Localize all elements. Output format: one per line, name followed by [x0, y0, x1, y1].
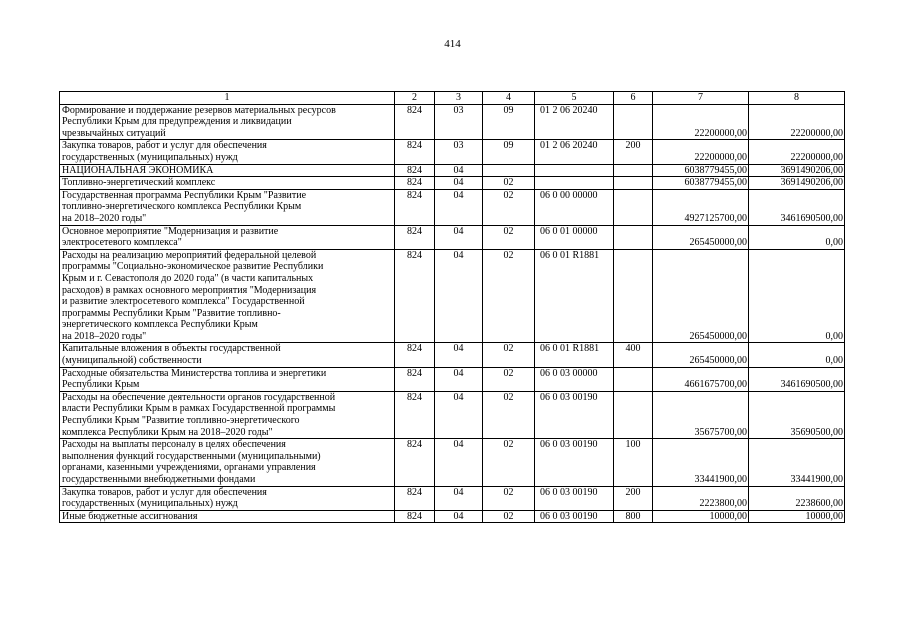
amount-year2-cell: 3461690500,00 — [749, 367, 845, 391]
row-name-cell: Закупка товаров, работ и услуг для обеспечения государственных (муниципальных) нужд — [60, 486, 395, 510]
table-row — [60, 249, 845, 343]
amount-year1-cell: 4927125700,00 — [653, 189, 749, 225]
expense-type-cell — [614, 367, 653, 391]
header-cell: 7 — [653, 92, 749, 105]
subsection-code-cell: 09 — [483, 104, 535, 140]
row-name-cell: Расходы на выплаты персоналу в целях обеспечения выполнения функций государственными (муниципальными) органами, казенными учреждениями, органами управления государственными внебюджетными фондами — [60, 439, 395, 486]
amount-year1-cell: 22200000,00 — [653, 104, 749, 140]
table-header-row — [60, 92, 845, 105]
amount-year1-cell: 10000,00 — [653, 510, 749, 523]
target-article-cell — [535, 177, 614, 190]
table-row — [60, 177, 845, 190]
expense-type-cell: 200 — [614, 140, 653, 164]
grbs-code-cell: 824 — [395, 510, 435, 523]
expense-type-cell — [614, 249, 653, 343]
row-name-cell: Капитальные вложения в объекты государственной (муниципальной) собственности — [60, 343, 395, 367]
section-code-cell: 04 — [435, 367, 483, 391]
amount-year1-cell: 6038779455,00 — [653, 177, 749, 190]
page-number: 414 — [444, 38, 461, 50]
section-code-cell: 04 — [435, 510, 483, 523]
section-code-cell: 03 — [435, 140, 483, 164]
amount-year2-cell: 0,00 — [749, 225, 845, 249]
section-code-cell: 04 — [435, 249, 483, 343]
row-name-cell: Основное мероприятие "Модернизация и развитие электросетевого комплекса" — [60, 225, 395, 249]
grbs-code-cell: 824 — [395, 343, 435, 367]
section-code-cell: 04 — [435, 164, 483, 177]
expense-type-cell — [614, 104, 653, 140]
amount-year2-cell: 3691490206,00 — [749, 177, 845, 190]
amount-year2-cell: 10000,00 — [749, 510, 845, 523]
expense-type-cell: 800 — [614, 510, 653, 523]
row-name-cell: Расходные обязательства Министерства топлива и энергетики Республики Крым — [60, 367, 395, 391]
subsection-code-cell: 02 — [483, 391, 535, 438]
amount-year1-cell: 2223800,00 — [653, 486, 749, 510]
subsection-code-cell: 02 — [483, 249, 535, 343]
expense-type-cell — [614, 189, 653, 225]
grbs-code-cell: 824 — [395, 486, 435, 510]
amount-year1-cell: 22200000,00 — [653, 140, 749, 164]
amount-year2-cell: 0,00 — [749, 343, 845, 367]
amount-year2-cell: 33441900,00 — [749, 439, 845, 486]
row-name-cell: Закупка товаров, работ и услуг для обеспечения государственных (муниципальных) нужд — [60, 140, 395, 164]
subsection-code-cell: 02 — [483, 439, 535, 486]
header-cell: 8 — [749, 92, 845, 105]
header-cell: 3 — [435, 92, 483, 105]
table-row — [60, 391, 845, 438]
grbs-code-cell: 824 — [395, 391, 435, 438]
amount-year1-cell: 33441900,00 — [653, 439, 749, 486]
header-cell: 1 — [60, 92, 395, 105]
table-row — [60, 189, 845, 225]
amount-year2-cell: 35690500,00 — [749, 391, 845, 438]
grbs-code-cell: 824 — [395, 140, 435, 164]
expense-type-cell: 200 — [614, 486, 653, 510]
table-row — [60, 225, 845, 249]
amount-year1-cell: 4661675700,00 — [653, 367, 749, 391]
subsection-code-cell: 02 — [483, 367, 535, 391]
target-article-cell: 06 0 03 00190 — [535, 486, 614, 510]
expense-type-cell: 400 — [614, 343, 653, 367]
section-code-cell: 04 — [435, 177, 483, 190]
subsection-code-cell: 02 — [483, 510, 535, 523]
subsection-code-cell: 02 — [483, 177, 535, 190]
header-cell: 6 — [614, 92, 653, 105]
grbs-code-cell: 824 — [395, 367, 435, 391]
row-name-cell: Иные бюджетные ассигнования — [60, 510, 395, 523]
table-row — [60, 486, 845, 510]
subsection-code-cell: 09 — [483, 140, 535, 164]
table-row — [60, 140, 845, 164]
header-cell: 2 — [395, 92, 435, 105]
row-name-cell: Формирование и поддержание резервов материальных ресурсов Республики Крым для предупреждения и ликвидации чрезвычайных ситуаций — [60, 104, 395, 140]
row-name-cell: Расходы на реализацию мероприятий федеральной целевой программы "Социально-экономическое развитие Республики Крым и г. Севастополя до 2020 года" (в части капитальных расходов) в рамках основного мероприятия "Модернизация и развитие электросетевого комплекса" Государственной программы Республики Крым "Развитие топливно- энергетического комплекса Республики Крым на 2018–2020 годы" — [60, 249, 395, 343]
target-article-cell: 06 0 00 00000 — [535, 189, 614, 225]
row-name-cell: Топливно-энергетический комплекс — [60, 177, 395, 190]
section-code-cell: 04 — [435, 225, 483, 249]
expense-type-cell — [614, 225, 653, 249]
amount-year1-cell: 265450000,00 — [653, 343, 749, 367]
section-code-cell: 04 — [435, 391, 483, 438]
header-cell: 5 — [535, 92, 614, 105]
target-article-cell: 06 0 01 R1881 — [535, 343, 614, 367]
section-code-cell: 04 — [435, 486, 483, 510]
table-row — [60, 343, 845, 367]
target-article-cell: 06 0 01 R1881 — [535, 249, 614, 343]
subsection-code-cell: 02 — [483, 189, 535, 225]
target-article-cell: 06 0 03 00000 — [535, 367, 614, 391]
table-row — [60, 104, 845, 140]
target-article-cell: 06 0 01 00000 — [535, 225, 614, 249]
subsection-code-cell: 02 — [483, 343, 535, 367]
amount-year2-cell: 0,00 — [749, 249, 845, 343]
target-article-cell: 06 0 03 00190 — [535, 439, 614, 486]
expense-type-cell: 100 — [614, 439, 653, 486]
expense-type-cell — [614, 164, 653, 177]
amount-year2-cell: 22200000,00 — [749, 104, 845, 140]
amount-year2-cell: 2238600,00 — [749, 486, 845, 510]
row-name-cell: Государственная программа Республики Крым "Развитие топливно-энергетического комплекса Республики Крым на 2018–2020 годы" — [60, 189, 395, 225]
target-article-cell: 01 2 06 20240 — [535, 140, 614, 164]
grbs-code-cell: 824 — [395, 249, 435, 343]
expense-type-cell — [614, 391, 653, 438]
budget-table — [59, 91, 845, 523]
section-code-cell: 04 — [435, 189, 483, 225]
table-row — [60, 510, 845, 523]
table-row — [60, 164, 845, 177]
grbs-code-cell: 824 — [395, 177, 435, 190]
target-article-cell: 06 0 03 00190 — [535, 391, 614, 438]
subsection-code-cell — [483, 164, 535, 177]
grbs-code-cell: 824 — [395, 189, 435, 225]
grbs-code-cell: 824 — [395, 225, 435, 249]
amount-year1-cell: 6038779455,00 — [653, 164, 749, 177]
grbs-code-cell: 824 — [395, 104, 435, 140]
grbs-code-cell: 824 — [395, 164, 435, 177]
amount-year1-cell: 35675700,00 — [653, 391, 749, 438]
amount-year1-cell: 265450000,00 — [653, 225, 749, 249]
target-article-cell — [535, 164, 614, 177]
subsection-code-cell: 02 — [483, 225, 535, 249]
amount-year2-cell: 22200000,00 — [749, 140, 845, 164]
row-name-cell: Расходы на обеспечение деятельности органов государственной власти Республики Крым в рамках Государственной программы Республики Крым "Развитие топливно-энергетического комплекса Республики Крым на 2018–2020 годы" — [60, 391, 395, 438]
header-cell: 4 — [483, 92, 535, 105]
target-article-cell: 06 0 03 00190 — [535, 510, 614, 523]
section-code-cell: 03 — [435, 104, 483, 140]
row-name-cell: НАЦИОНАЛЬНАЯ ЭКОНОМИКА — [60, 164, 395, 177]
amount-year2-cell: 3461690500,00 — [749, 189, 845, 225]
expense-type-cell — [614, 177, 653, 190]
amount-year2-cell: 3691490206,00 — [749, 164, 845, 177]
table-row — [60, 367, 845, 391]
subsection-code-cell: 02 — [483, 486, 535, 510]
section-code-cell: 04 — [435, 343, 483, 367]
section-code-cell: 04 — [435, 439, 483, 486]
amount-year1-cell: 265450000,00 — [653, 249, 749, 343]
grbs-code-cell: 824 — [395, 439, 435, 486]
target-article-cell: 01 2 06 20240 — [535, 104, 614, 140]
table-row — [60, 439, 845, 486]
